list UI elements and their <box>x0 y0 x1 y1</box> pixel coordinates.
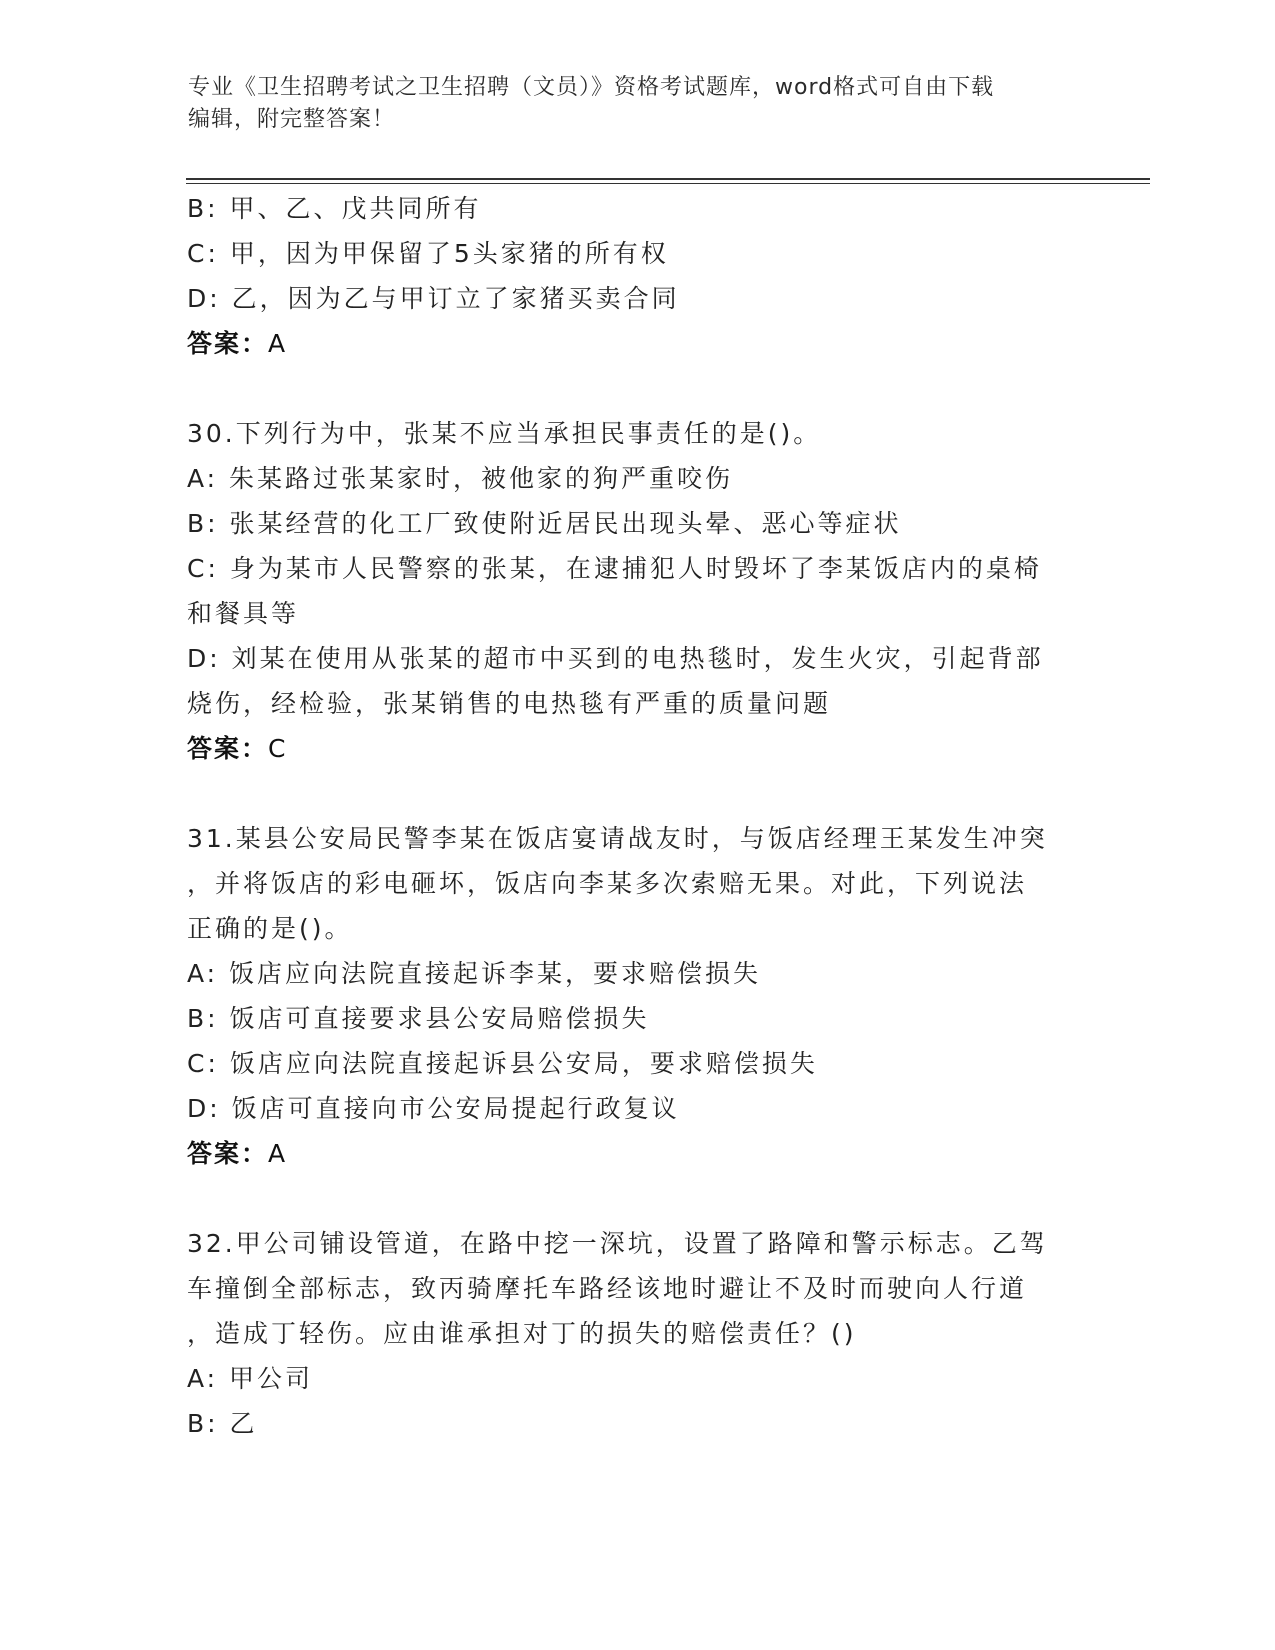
option-c: C: 身为某市人民警察的张某，在逮捕犯人时毁坏了李某饭店内的桌椅 <box>187 554 1042 583</box>
answer-label: 答案： <box>187 329 269 358</box>
document-body <box>187 186 1087 1446</box>
option-a: A: 饭店应向法院直接起诉李某，要求赔偿损失 <box>187 959 762 988</box>
option-c: C: 甲，因为甲保留了5头家猪的所有权 <box>187 239 669 268</box>
question-stem: 30.下列行为中，张某不应当承担民事责任的是()。 <box>187 419 822 448</box>
header-line-1: 专业《卫生招聘考试之卫生招聘（文员）》资格考试题库，word格式可自由下载 <box>188 75 995 100</box>
option-d: D: 饭店可直接向市公安局提起行政复议 <box>187 1094 680 1123</box>
question-stem-continued: 车撞倒全部标志，致丙骑摩托车路经该地时避让不及时而驶向人行道 <box>187 1274 1028 1303</box>
option-b: B: 甲、乙、戊共同所有 <box>187 194 482 223</box>
option-b: B: 饭店可直接要求县公安局赔偿损失 <box>187 1004 650 1033</box>
header-divider-thin <box>186 183 1150 184</box>
header-line-2: 编辑，附完整答案！ <box>188 107 396 132</box>
answer-line <box>187 1131 1087 1176</box>
spacer <box>187 771 1087 816</box>
question-32 <box>187 1221 1087 1446</box>
question-stem-continued: ，并将饭店的彩电砸坏，饭店向李某多次索赔无果。对此，下列说法 <box>187 869 1028 898</box>
question-stem-continued: 正确的是()。 <box>187 914 353 943</box>
question-29-tail <box>187 186 1087 366</box>
spacer <box>187 1176 1087 1221</box>
option-c-continued: 和餐具等 <box>187 599 300 628</box>
answer-value: A <box>268 1139 288 1168</box>
answer-label: 答案： <box>187 734 269 763</box>
option-d-continued: 烧伤，经检验，张某销售的电热毯有严重的质量问题 <box>187 689 832 718</box>
option-a: A: 朱某路过张某家时，被他家的狗严重咬伤 <box>187 464 734 493</box>
question-stem: 32.甲公司铺设管道，在路中挖一深坑，设置了路障和警示标志。乙驾 <box>187 1229 1048 1258</box>
question-stem: 31.某县公安局民警李某在饭店宴请战友时，与饭店经理王某发生冲突 <box>187 824 1048 853</box>
question-31 <box>187 816 1087 1176</box>
answer-value: A <box>268 329 288 358</box>
option-b: B: 张某经营的化工厂致使附近居民出现头晕、恶心等症状 <box>187 509 902 538</box>
question-30 <box>187 411 1087 771</box>
document-header <box>188 72 1068 136</box>
answer-line <box>187 321 1087 366</box>
option-a: A: 甲公司 <box>187 1364 314 1393</box>
option-b: B: 乙 <box>187 1409 258 1438</box>
answer-line <box>187 726 1087 771</box>
answer-value: C <box>268 734 288 763</box>
header-divider-thick <box>186 178 1150 180</box>
option-d: D: 乙，因为乙与甲订立了家猪买卖合同 <box>187 284 680 313</box>
option-c: C: 饭店应向法院直接起诉县公安局，要求赔偿损失 <box>187 1049 818 1078</box>
spacer <box>187 366 1087 411</box>
question-stem-continued: ，造成丁轻伤。应由谁承担对丁的损失的赔偿责任？() <box>187 1319 857 1348</box>
answer-label: 答案： <box>187 1139 269 1168</box>
option-d: D: 刘某在使用从张某的超市中买到的电热毯时，发生火灾，引起背部 <box>187 644 1044 673</box>
